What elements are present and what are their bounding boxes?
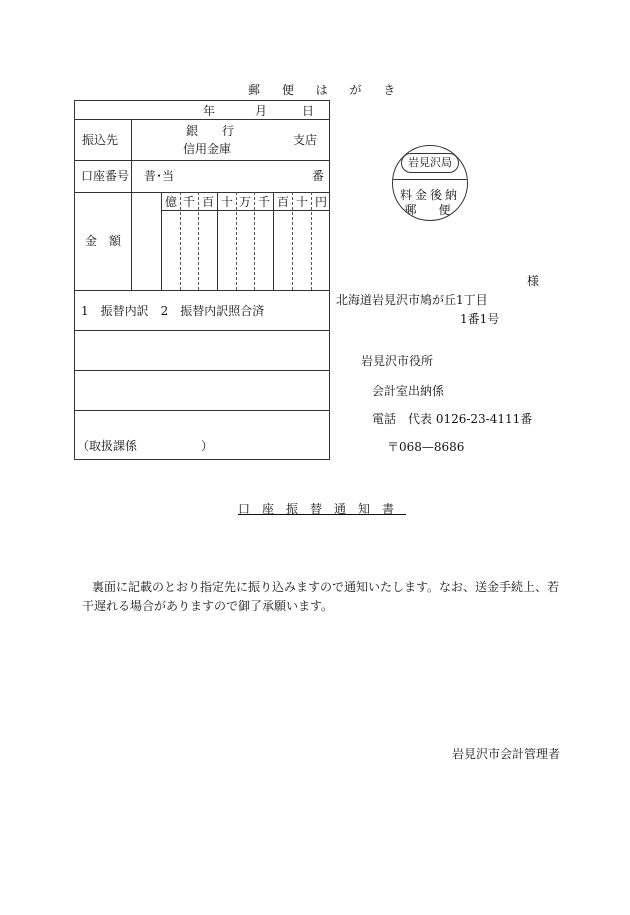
transfer-to-label: 振込先 [82, 133, 119, 147]
digit-oku: 億 [165, 195, 178, 209]
sender-org: 岩見沢市役所 [361, 354, 434, 368]
sender-dept: 会計室出納係 [372, 384, 445, 398]
address-line1: 北海道岩見沢市鳩が丘1丁目 [336, 293, 488, 307]
date-month-label: 月 [255, 104, 268, 118]
account-type: 普･当 [144, 169, 175, 183]
digit-juu: 十 [221, 195, 234, 209]
account-number-label: 口座番号 [81, 169, 130, 183]
branch-label: 支店 [293, 133, 318, 147]
shinkin-label: 信用金庫 [183, 142, 232, 156]
date-day-label: 日 [302, 104, 315, 118]
digit-hyaku-2: 百 [277, 195, 290, 209]
digit-sen: 千 [183, 195, 196, 209]
postmark-office: 岩見沢局 [401, 153, 459, 173]
postcard-title: 郵 便 は が き [248, 83, 405, 97]
date-year-label: 年 [203, 104, 216, 118]
notice-signature: 岩見沢市会計管理者 [452, 747, 561, 761]
digit-sen-2: 千 [258, 195, 271, 209]
notice-title: 口座振替通知書 [238, 502, 407, 516]
postmark-stamp [392, 145, 468, 221]
digit-juu-2: 十 [296, 195, 309, 209]
handler-open-label: （取扱課係 [77, 439, 138, 453]
sender-postal: 〒068—8686 [387, 440, 465, 454]
postmark-line2: 郵 便 [404, 203, 456, 217]
sender-phone: 電話 代表 0126-23-4111番 [372, 412, 533, 426]
account-suffix: 番 [312, 169, 325, 183]
address-line2: 1番1号 [460, 312, 500, 326]
amount-label: 金 額 [85, 234, 122, 248]
notice-body: 裏面に記載のとおり指定先に振り込みますので通知いたします。なお、送金手続上、若干遅れる場合がありますので御了承願います。 [82, 580, 560, 613]
postmark-line1: 料金後納 [399, 188, 460, 202]
bank-label: 銀 行 [186, 124, 235, 138]
transfer-detail-text: 1 振替内訳 2 振替内訳照合済 [81, 304, 265, 318]
transfer-form [74, 100, 330, 460]
digit-en: 円 [315, 195, 328, 209]
honorific-sama: 様 [527, 274, 540, 288]
digit-man: 万 [239, 195, 252, 209]
digit-hyaku: 百 [202, 195, 215, 209]
handler-close-label: ） [201, 439, 214, 453]
